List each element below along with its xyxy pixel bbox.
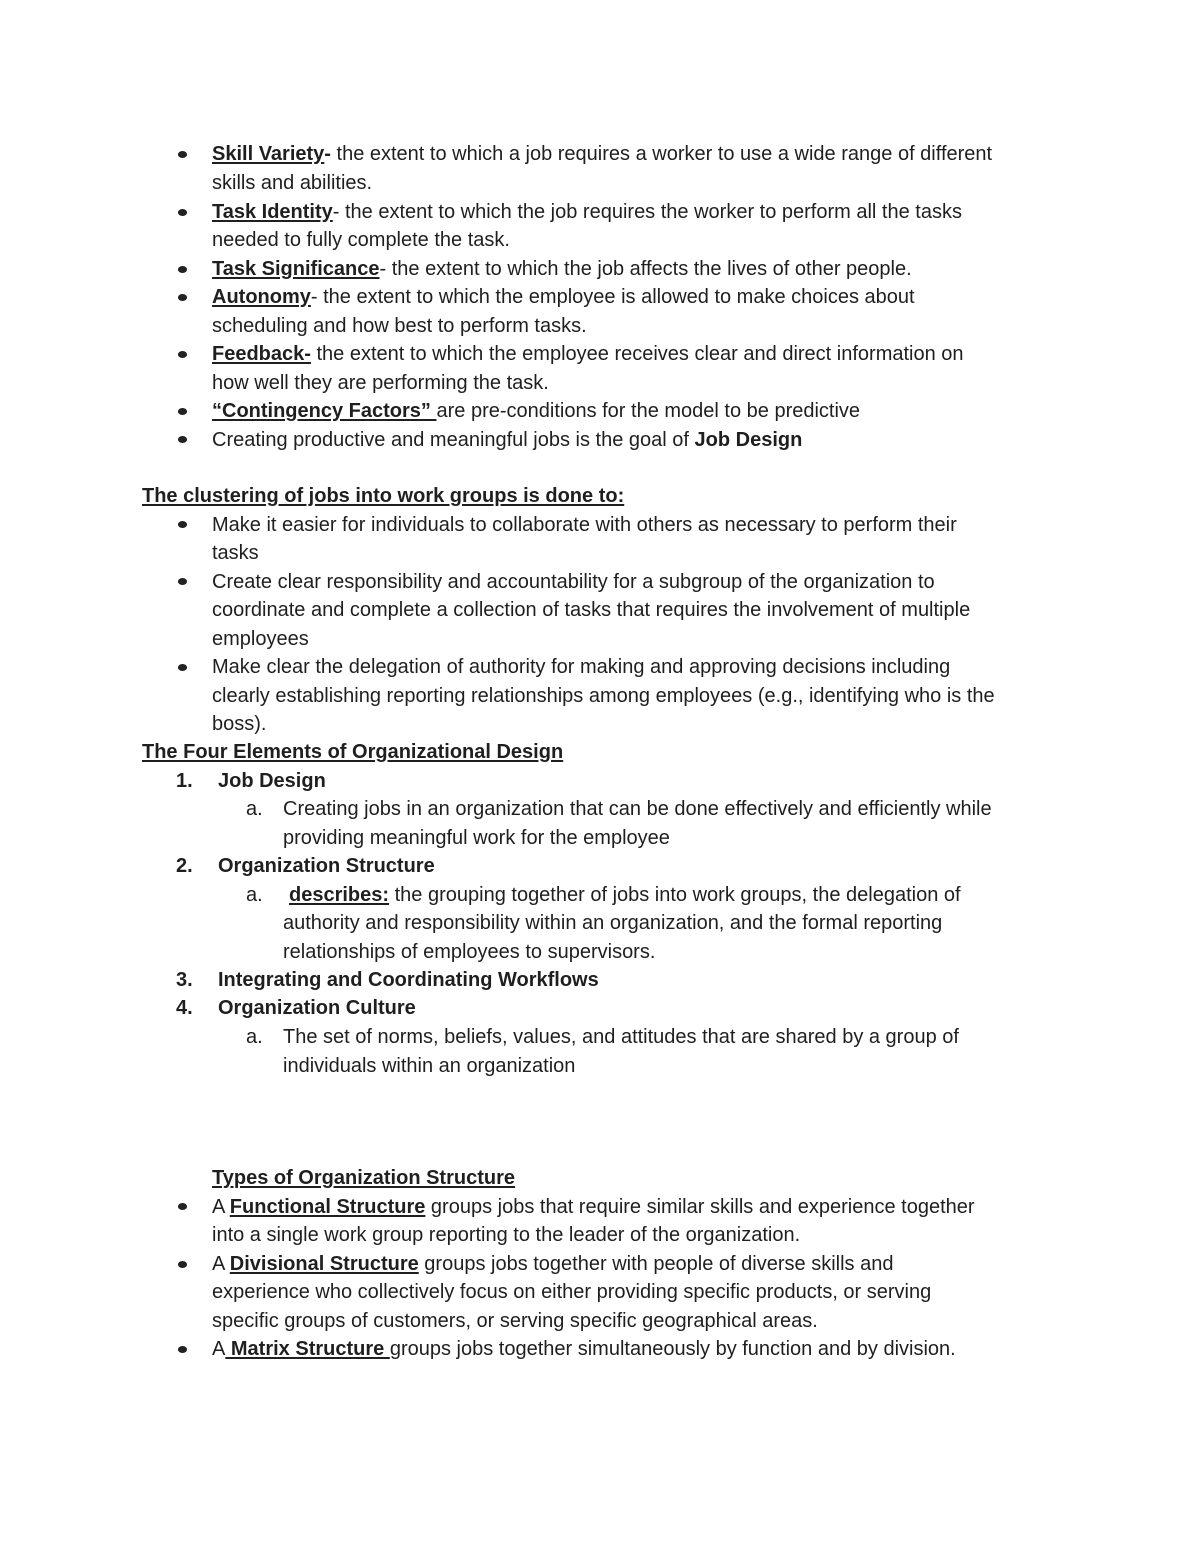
bullet-icon	[178, 1261, 187, 1268]
bullet-icon	[178, 209, 187, 216]
four-elements-heading: The Four Elements of Organizational Design	[142, 741, 564, 763]
element-description: Creating jobs in an organization that can be done effectively and efficiently while	[283, 798, 992, 820]
definition-continued: skills and abilities.	[212, 171, 373, 194]
definition-continued: into a single work group reporting to the leader of the organization.	[212, 1224, 801, 1246]
bullet-icon	[178, 408, 187, 415]
bullet-icon	[178, 151, 187, 158]
list-number: 2.	[176, 855, 193, 877]
clustering-item-continued: employees	[212, 627, 309, 650]
definition: groups jobs together simultaneously by function and by division.	[389, 1338, 956, 1360]
clustering-item-continued: boss).	[212, 713, 267, 735]
term: Task Significance	[212, 257, 380, 280]
clustering-item: Make it easier for individuals to collaborate with others as necessary to perform their	[212, 513, 957, 536]
element-title: Organization Culture	[218, 997, 416, 1019]
term: Matrix Structure	[225, 1338, 390, 1360]
separator: -	[379, 257, 392, 280]
element-title: Integrating and Coordinating Workflows	[218, 969, 599, 991]
element-description-continued: authority and responsibility within an organization, and the formal reporting	[283, 912, 943, 934]
prefix: A	[212, 1252, 230, 1275]
bullet-icon	[178, 266, 187, 273]
definition: are pre-conditions for the model to be predictive	[436, 400, 861, 422]
structure-types-heading: Types of Organization Structure	[212, 1167, 515, 1189]
describes-term: describes:	[289, 883, 390, 906]
definition: the extent to which the job requires the worker to perform all the tasks	[345, 200, 962, 223]
bullet-icon	[178, 578, 187, 585]
element-description-continued: relationships of employees to supervisors.	[283, 940, 656, 963]
term: Divisional Structure	[229, 1252, 419, 1275]
separator: -	[310, 286, 324, 308]
prefix: A	[212, 1338, 226, 1360]
bullet-icon	[178, 1346, 187, 1353]
definition-continued: how well they are performing the task.	[212, 371, 549, 394]
clustering-item: Make clear the delegation of authority for making and approving decisions including	[212, 656, 951, 678]
clustering-item-continued: clearly establishing reporting relationships among employees (e.g., identifying who is the	[212, 684, 995, 707]
element-title: Job Design	[218, 769, 326, 792]
bullet-icon	[178, 664, 187, 671]
term: Functional Structure	[229, 1195, 426, 1218]
term: Skill Variety	[212, 143, 325, 165]
definition: the extent to which the employee is allowed to make choices about	[323, 286, 915, 308]
clustering-item-continued: coordinate and complete a collection of tasks that requires the involvement of multiple	[212, 599, 971, 621]
sub-letter: a.	[246, 798, 263, 820]
clustering-item-continued: tasks	[212, 542, 259, 564]
definition-continued: specific groups of customers, or serving specific geographical areas.	[212, 1309, 818, 1332]
prefix: A	[212, 1195, 230, 1218]
description-text: the grouping together of jobs into work groups, the delegation of	[394, 883, 961, 906]
bullet-icon	[178, 436, 187, 443]
clustering-heading: The clustering of jobs into work groups is done to:	[142, 485, 625, 507]
contingency-factors-line	[212, 397, 1072, 426]
definition: the extent to which the job affects the lives of other people.	[391, 257, 912, 280]
goal-text: Creating productive and meaningful jobs is the goal of	[212, 428, 695, 451]
bullet-icon	[178, 1203, 187, 1210]
sub-letter: a.	[246, 883, 263, 906]
term: Feedback-	[212, 343, 311, 365]
matrix-structure-line	[212, 1335, 1072, 1364]
bullet-icon	[178, 521, 187, 528]
definition: the extent to which the employee receives clear and direct information on	[316, 343, 964, 365]
term: Autonomy	[212, 286, 311, 308]
sub-letter: a.	[246, 1026, 263, 1048]
list-number: 4.	[176, 997, 193, 1019]
bullet-icon	[178, 294, 187, 301]
term: Task Identity	[212, 200, 333, 223]
definition: groups jobs that require similar skills and experience together	[425, 1195, 975, 1218]
task-identity-line	[212, 198, 1072, 227]
element-title: Organization Structure	[218, 855, 435, 877]
divisional-structure-line	[212, 1250, 1072, 1279]
feedback-line	[212, 340, 1072, 369]
definition-continued: experience who collectively focus on either providing specific products, or serving	[212, 1281, 932, 1303]
element-description-continued: providing meaningful work for the employee	[283, 826, 670, 849]
definition: the extent to which a job requires a worker to use a wide range of different	[336, 143, 993, 165]
list-number: 3.	[176, 969, 193, 991]
element-description-continued: individuals within an organization	[283, 1054, 576, 1077]
job-design-goal-line	[212, 426, 1072, 455]
separator: -	[332, 200, 345, 223]
element-description: The set of norms, beliefs, values, and attitudes that are shared by a group of	[283, 1026, 959, 1048]
term: “Contingency Factors”	[212, 400, 437, 422]
autonomy-line	[212, 283, 1072, 312]
definition: groups jobs together with people of diverse skills and	[418, 1252, 894, 1275]
separator: -	[324, 143, 337, 165]
clustering-item: Create clear responsibility and accountability for a subgroup of the organization to	[212, 570, 935, 593]
definition-continued: scheduling and how best to perform tasks.	[212, 314, 587, 337]
list-number: 1.	[176, 769, 193, 792]
task-significance-line	[212, 255, 1072, 284]
element-description	[283, 881, 961, 910]
skill-variety-line	[212, 140, 1072, 169]
goal-term: Job Design	[694, 428, 803, 451]
bullet-icon	[178, 351, 187, 358]
functional-structure-line	[212, 1193, 1072, 1222]
definition-continued: needed to fully complete the task.	[212, 229, 510, 251]
